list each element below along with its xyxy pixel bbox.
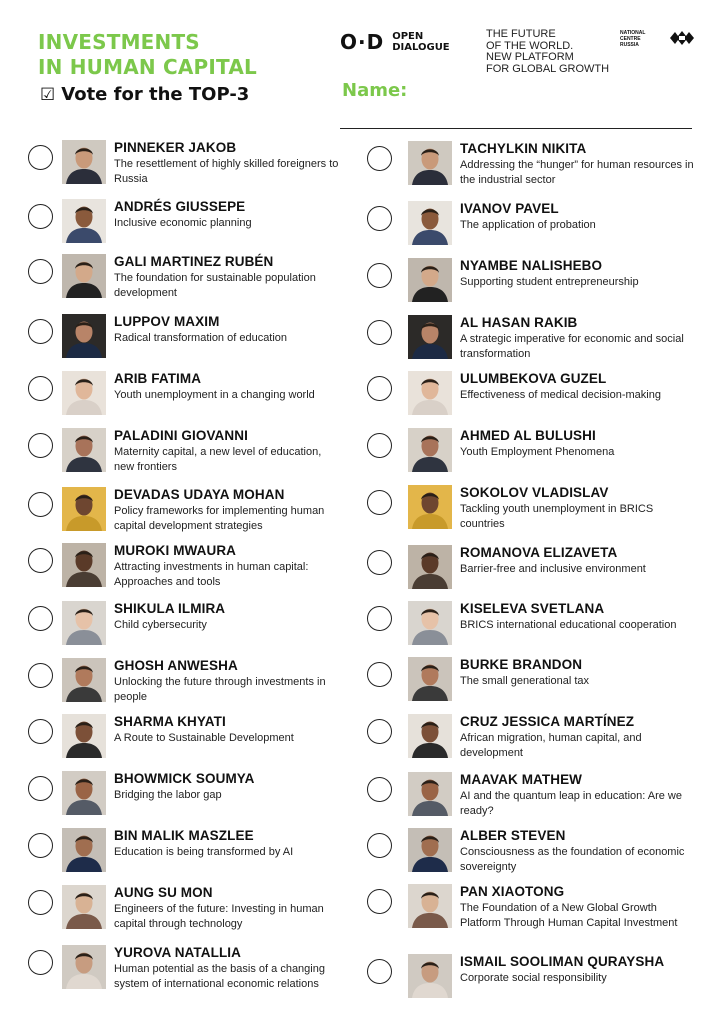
candidate-photo [408, 428, 452, 472]
candidate-photo [62, 254, 106, 298]
candidate-topic: Youth unemployment in a changing world [114, 389, 315, 401]
vote-checkbox[interactable] [367, 376, 392, 401]
vote-checkbox[interactable] [28, 950, 53, 975]
candidate-name: GALI MARTINEZ RUBÉN [114, 254, 274, 269]
vote-checkbox[interactable] [28, 890, 53, 915]
candidate-name: BURKE BRANDON [460, 657, 583, 672]
national-centre-emblem-icon [669, 30, 695, 46]
title-line-1: INVESTMENTS [38, 30, 200, 54]
candidate-name: AHMED AL BULUSHI [460, 428, 596, 443]
candidate-topic: AI and the quantum leap in education: Are we ready? [460, 790, 682, 817]
vote-checkbox[interactable] [28, 719, 53, 744]
candidate-name: IVANOV PAVEL [460, 201, 559, 216]
candidate-photo [62, 771, 106, 815]
vote-checkbox[interactable] [367, 833, 392, 858]
candidate-name: ALBER STEVEN [460, 828, 566, 843]
ncr-line-2: RUSSIA [620, 42, 639, 48]
candidate-name: MUROKI MWAURA [114, 543, 237, 558]
candidate-topic: Human potential as the basis of a changing system of international economic relations [114, 963, 325, 990]
candidate-topic: Consciousness as the foundation of economic sovereignty [460, 846, 685, 873]
candidate-name: AUNG SU MON [114, 885, 213, 900]
event-tagline [486, 29, 609, 75]
candidate-name: PINNEKER JAKOB [114, 140, 237, 155]
candidate-topic: Inclusive economic planning [114, 217, 252, 229]
candidate-topic: The application of probation [460, 219, 596, 231]
od-logo-word-2: DIALOGUE [392, 42, 450, 53]
candidate-name: CRUZ JESSICA MARTÍNEZ [460, 714, 635, 729]
vote-checkbox[interactable] [367, 263, 392, 288]
candidate-photo [408, 601, 452, 645]
candidate-photo [62, 428, 106, 472]
candidate-topic: Supporting student entrepreneurship [460, 276, 639, 288]
candidate-topic: Education is being transformed by AI [114, 846, 294, 858]
candidate-name: KISELEVA SVETLANA [460, 601, 605, 616]
candidate-photo [408, 828, 452, 872]
candidate-photo [62, 371, 106, 415]
national-centre-logo [620, 30, 695, 48]
candidate-topic: Unlocking the future through investments in people [114, 676, 326, 703]
candidate-photo [408, 315, 452, 359]
candidate-name: YUROVA NATALLIA [114, 945, 241, 960]
candidate-topic: Radical transformation of education [114, 332, 288, 344]
candidate-name: ROMANOVA ELIZAVETA [460, 545, 618, 560]
vote-checkbox[interactable] [367, 320, 392, 345]
candidate-topic: Tackling youth unemployment in BRICS countries [460, 503, 654, 530]
candidate-topic: A Route to Sustainable Development [114, 732, 294, 744]
name-field-label: Name: [342, 80, 408, 101]
vote-checkbox[interactable] [367, 662, 392, 687]
candidate-photo [408, 657, 452, 701]
candidate-topic: Bridging the labor gap [114, 789, 222, 801]
candidate-photo [408, 258, 452, 302]
candidate-name: ANDRÉS GIUSSEPE [114, 199, 246, 214]
candidate-photo [408, 141, 452, 185]
candidate-photo [62, 487, 106, 531]
vote-checkbox[interactable] [367, 146, 392, 171]
candidate-name: PALADINI GIOVANNI [114, 428, 248, 443]
vote-checkbox[interactable] [28, 145, 53, 170]
candidate-name: DEVADAS UDAYA MOHAN [114, 487, 285, 502]
candidate-name: MAAVAK MATHEW [460, 772, 583, 787]
vote-checkbox[interactable] [367, 550, 392, 575]
tagline-line-1: THE FUTURE [486, 28, 556, 40]
candidate-name: PAN XIAOTONG [460, 884, 565, 899]
candidate-topic: A strategic imperative for economic and social transformation [460, 333, 684, 360]
candidate-topic: Addressing the “hunger” for human resources in the industrial sector [460, 159, 694, 186]
vote-checkbox[interactable] [28, 433, 53, 458]
ncr-line-1: NATIONAL CENTRE [620, 30, 646, 42]
vote-checkbox[interactable] [28, 548, 53, 573]
candidate-topic: Attracting investments in human capital: Approaches and tools [114, 561, 309, 588]
vote-checkbox[interactable] [28, 776, 53, 801]
candidate-photo [408, 954, 452, 998]
vote-checkbox[interactable] [367, 606, 392, 631]
vote-checkbox[interactable] [28, 606, 53, 631]
candidate-name: ISMAIL SOOLIMAN QURAYSHA [460, 954, 665, 969]
candidate-name: TACHYLKIN NIKITA [460, 141, 587, 156]
candidate-name: SOKOLOV VLADISLAV [460, 485, 609, 500]
name-input-line[interactable] [340, 128, 692, 129]
vote-checkbox[interactable] [28, 833, 53, 858]
candidate-photo [408, 772, 452, 816]
candidate-photo [408, 371, 452, 415]
candidate-topic: BRICS international educational cooperation [460, 619, 677, 631]
tagline-line-4: FOR GLOBAL GROWTH [486, 62, 610, 75]
candidate-photo [62, 543, 106, 587]
vote-checkbox[interactable] [28, 492, 53, 517]
candidate-topic: African migration, human capital, and development [460, 732, 642, 759]
vote-label: Vote for the TOP-3 [61, 84, 250, 105]
vote-checkbox[interactable] [28, 663, 53, 688]
candidate-photo [408, 485, 452, 529]
candidate-photo [62, 658, 106, 702]
candidate-name: GHOSH ANWESHA [114, 658, 238, 673]
od-logo-mark: O·D [340, 30, 385, 54]
candidate-topic: The small generational tax [460, 675, 590, 687]
checkmark-icon: ☑ [40, 85, 56, 105]
candidate-name: SHARMA KHYATI [114, 714, 226, 729]
candidate-photo [62, 714, 106, 758]
od-logo-words [392, 31, 449, 53]
title-line-2: IN HUMAN CAPITAL [38, 55, 257, 79]
candidate-topic: Effectiveness of medical decision-making [460, 389, 661, 401]
candidate-name: NYAMBE NALISHEBO [460, 258, 603, 273]
vote-checkbox[interactable] [28, 376, 53, 401]
vote-checkbox[interactable] [367, 777, 392, 802]
candidate-topic: Maternity capital, a new level of education, new frontiers [114, 446, 322, 473]
vote-checkbox[interactable] [367, 490, 392, 515]
candidate-name: SHIKULA ILMIRA [114, 601, 226, 616]
candidate-topic: Child cybersecurity [114, 619, 207, 631]
candidate-photo [62, 314, 106, 358]
vote-checkbox[interactable] [367, 206, 392, 231]
vote-checkbox[interactable] [367, 719, 392, 744]
candidate-topic: Engineers of the future: Investing in human capital through technology [114, 903, 324, 930]
candidate-topic: Youth Employment Phenomena [460, 446, 615, 458]
candidate-topic: Corporate social responsibility [460, 972, 607, 984]
candidate-photo [408, 201, 452, 245]
vote-checkbox[interactable] [28, 204, 53, 229]
vote-instruction [40, 84, 249, 105]
candidate-name: LUPPOV MAXIM [114, 314, 220, 329]
candidate-name: ULUMBEKOVA GUZEL [460, 371, 607, 386]
tagline-line-2: OF THE WORLD. [486, 39, 574, 52]
candidate-topic: The resettlement of highly skilled foreigners to Russia [114, 158, 339, 185]
candidate-topic: The foundation for sustainable population development [114, 272, 316, 299]
candidate-name: BIN MALIK MASZLEE [114, 828, 254, 843]
tagline-line-3: NEW PLATFORM [486, 51, 574, 63]
candidate-photo [408, 545, 452, 589]
candidate-name: BHOWMICK SOUMYA [114, 771, 255, 786]
candidate-photo [62, 945, 106, 989]
vote-checkbox[interactable] [367, 959, 392, 984]
candidate-name: AL HASAN RAKIB [460, 315, 578, 330]
vote-checkbox[interactable] [28, 319, 53, 344]
candidate-photo [62, 885, 106, 929]
open-dialogue-logo [340, 30, 450, 54]
vote-checkbox[interactable] [367, 433, 392, 458]
ballot-title [38, 30, 257, 80]
candidate-topic: The Foundation of a New Global Growth Platform Through Human Capital Investment [460, 902, 678, 929]
candidate-photo [62, 828, 106, 872]
candidate-photo [62, 199, 106, 243]
candidate-topic: Policy frameworks for implementing human capital development strategies [114, 505, 325, 532]
candidate-photo [62, 140, 106, 184]
candidate-photo [62, 601, 106, 645]
candidate-name: ARIB FATIMA [114, 371, 202, 386]
vote-checkbox[interactable] [367, 889, 392, 914]
national-centre-text [620, 30, 666, 48]
candidate-photo [408, 884, 452, 928]
candidate-topic: Barrier-free and inclusive environment [460, 563, 646, 575]
vote-checkbox[interactable] [28, 259, 53, 284]
od-logo-word-1: OPEN [392, 31, 424, 42]
candidate-photo [408, 714, 452, 758]
